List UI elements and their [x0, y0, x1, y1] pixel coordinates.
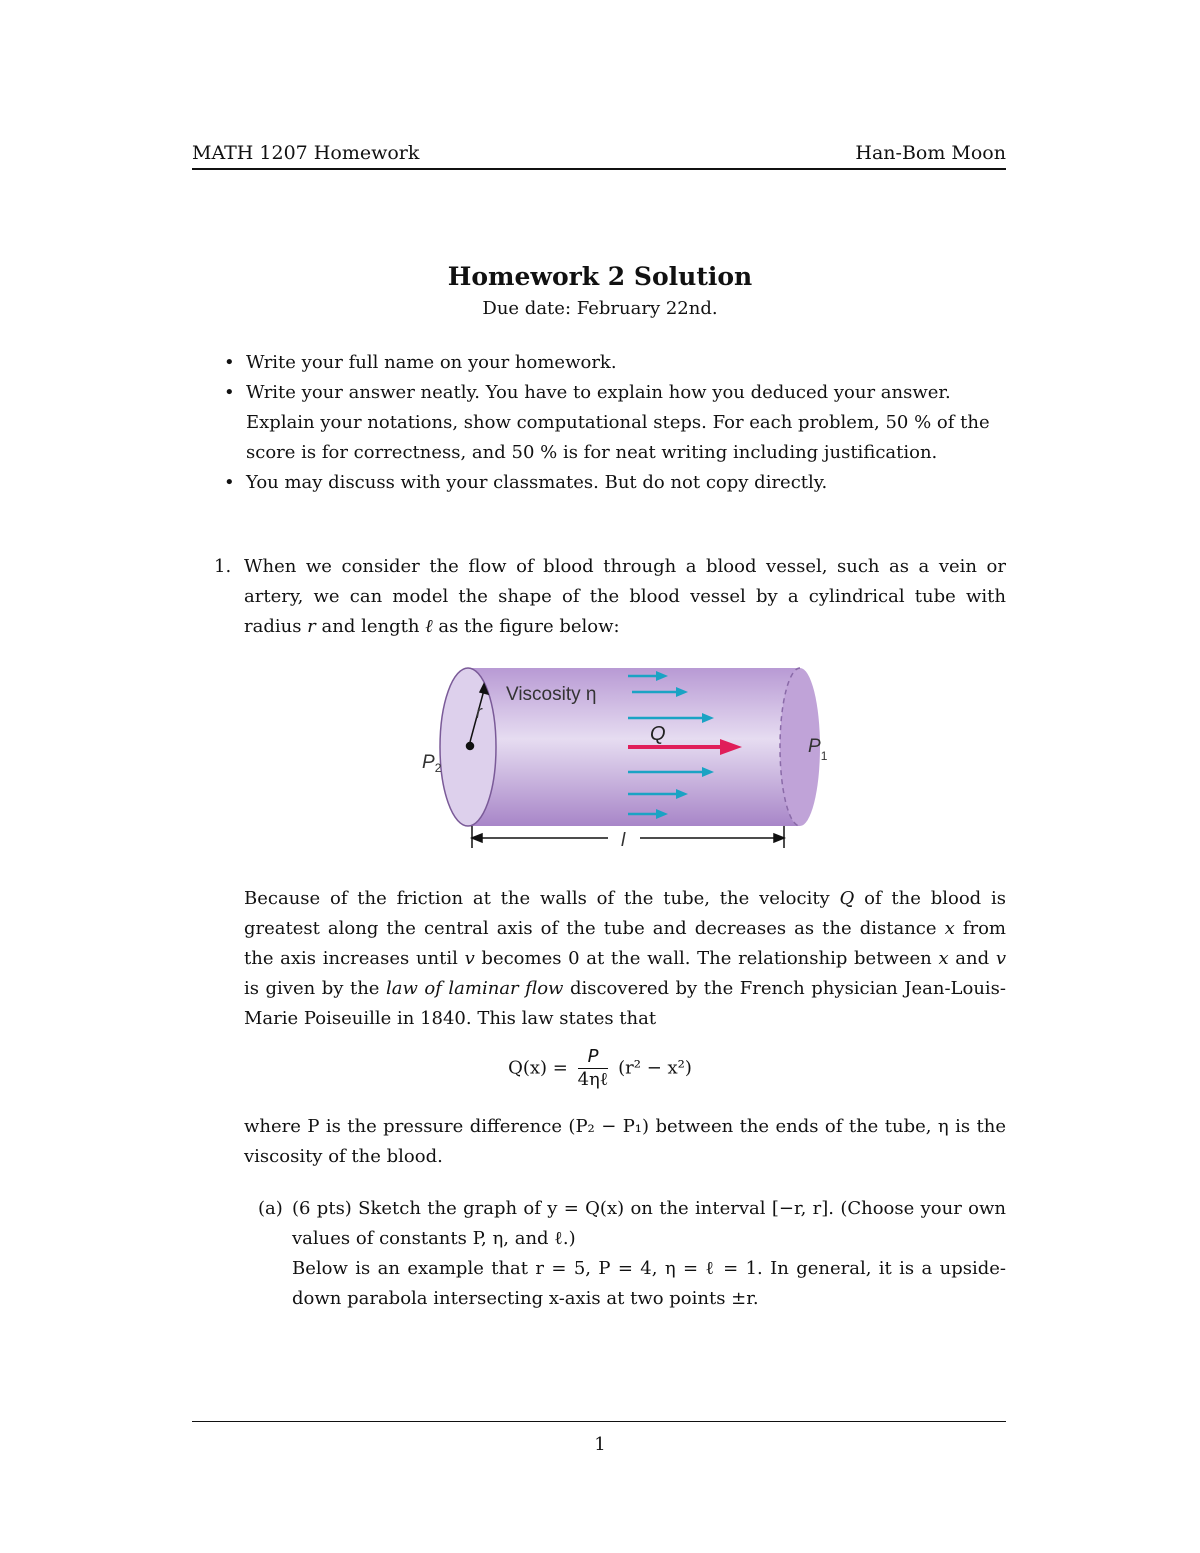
problem-intro: When we consider the flow of blood through a blood vessel, such as a vein or artery, we can model the shape of the blood vessel by a cylindrical tube with radius r and length ℓ as the figure below: [244, 556, 1006, 637]
document-title: Homework 2 Solution [447, 262, 753, 291]
equation-fraction [578, 1046, 609, 1091]
due-date: Due date: February 22nd. [482, 298, 718, 319]
pressure-definition: where P is the pressure difference (P₂ − P₁) between the ends of the tube, η is the viscosity of the blood. [244, 1116, 1006, 1167]
flow-label: Q [650, 723, 666, 745]
viscosity-label: Viscosity η [506, 684, 597, 705]
footer-rule [192, 1421, 1006, 1422]
part-a [244, 1194, 1006, 1314]
p2-label: $P_2$ [422, 752, 442, 775]
equation-lhs: Q(x) = [508, 1057, 568, 1079]
instruction-item: • Write your answer neatly. You have to explain how you deduced your answer. Explain your notations, show computational steps. For each problem, 50 % of the score is for correctness, and 50 % is for neat writing including justification. [224, 378, 1006, 468]
equation-denominator: 4ηℓ [577, 1069, 609, 1090]
part-a-example: Below is an example that r = 5, P = 4, η = ℓ = 1. In general, it is a upside-down parabola intersecting x-axis at two points ±r. [292, 1258, 1006, 1309]
equation-rhs: (r² − x²) [618, 1057, 692, 1079]
instruction-list [224, 348, 1006, 498]
instruction-item: • You may discuss with your classmates. But do not copy directly. [224, 468, 1006, 498]
radius-label: r [476, 702, 482, 722]
laminar-flow-paragraph: Because of the friction at the walls of the tube, the velocity Q of the blood is greatest along the central axis of the tube and decreases as the distance x from the axis increases until v becomes 0 at the wall. The relationship between x and v is given by the law of laminar flow discovered by the French physician Jean-Louis-Marie Poiseuille in 1840. This law states that [244, 888, 1006, 1029]
poiseuille-equation [0, 1046, 1200, 1091]
page-header [192, 140, 1006, 170]
part-a-label: (a) [258, 1198, 283, 1219]
course-title: MATH 1207 Homework [192, 142, 420, 164]
problem-1 [214, 552, 1006, 642]
equation-numerator: P [578, 1046, 609, 1069]
author-name: Han-Bom Moon [855, 142, 1006, 164]
page-number: 1 [594, 1434, 606, 1455]
instruction-item: • Write your full name on your homework. [224, 348, 1006, 378]
part-a-question: (6 pts) Sketch the graph of y = Q(x) on the interval [−r, r]. (Choose your own values of constants P, η, and ℓ.) [292, 1198, 1006, 1249]
blood-vessel-figure [420, 664, 840, 854]
p1-label: $P_1$ [808, 736, 828, 763]
length-dimension [472, 826, 784, 848]
length-label: l [621, 830, 626, 851]
problem-number: 1. [214, 556, 232, 577]
